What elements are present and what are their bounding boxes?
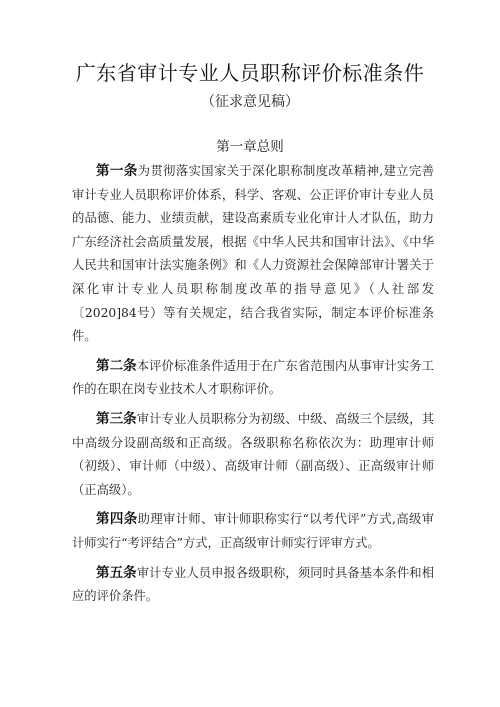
chapter-heading: 第一章总则 [216, 139, 284, 155]
document-subtitle: （征求意见稿） [201, 94, 299, 110]
article-5 [72, 562, 434, 609]
article-1 [72, 160, 434, 349]
article-text: 为贯彻落实国家关于深化职称制度改革精神,建立完善审计专业人员职称评价体系，科学、客观、公正评价审计专业人员的品德、能力、业绩贡献，建设高素质专业化审计人才队伍，助力广东经济社会高质量发展，根据《中华人民共和国审计法》、《中华人民共和国审计法实施条例》和《人力资源社会保障部审计署关于深化审计专业人员职称制度改革的指导意见》（人社部发〔2020]84号）等有关规定，结合我省实际，制定本评价标准条件。 [72, 164, 434, 344]
article-heading: 第二条 [96, 357, 137, 374]
article-heading: 第三条 [96, 410, 137, 427]
article-heading: 第一条 [96, 163, 138, 179]
article-text: 审计专业人员职称分为初级、中级、高级三个层级，其中高级分设副高级和正高级。各级职称名称依次为：助理审计师（初级）、审计师（中级）、高级审计师（副高级）、正高级审计师（正高级）。 [72, 411, 434, 497]
article-text: 助理审计师、审计师职称实行“以考代评”方式,高级审计师实行“考评结合”方式，正高级审计师实行评审方式。 [72, 512, 435, 550]
article-2 [72, 355, 434, 402]
article-text: 本评价标准条件适用于在广东省范围内从事审计实务工作的在职在岗专业技术人才职称评价。 [72, 358, 434, 397]
article-text: 审计专业人员申报各级职称，须同时具备基本条件和相应的评价条件。 [72, 565, 434, 604]
article-heading: 第四条 [96, 511, 138, 528]
document-title: 广东省审计专业人员职称评价标准条件 [75, 61, 425, 85]
article-heading: 第五条 [96, 564, 137, 581]
document-body [72, 160, 434, 615]
article-3 [72, 408, 434, 502]
article-4 [72, 508, 434, 555]
